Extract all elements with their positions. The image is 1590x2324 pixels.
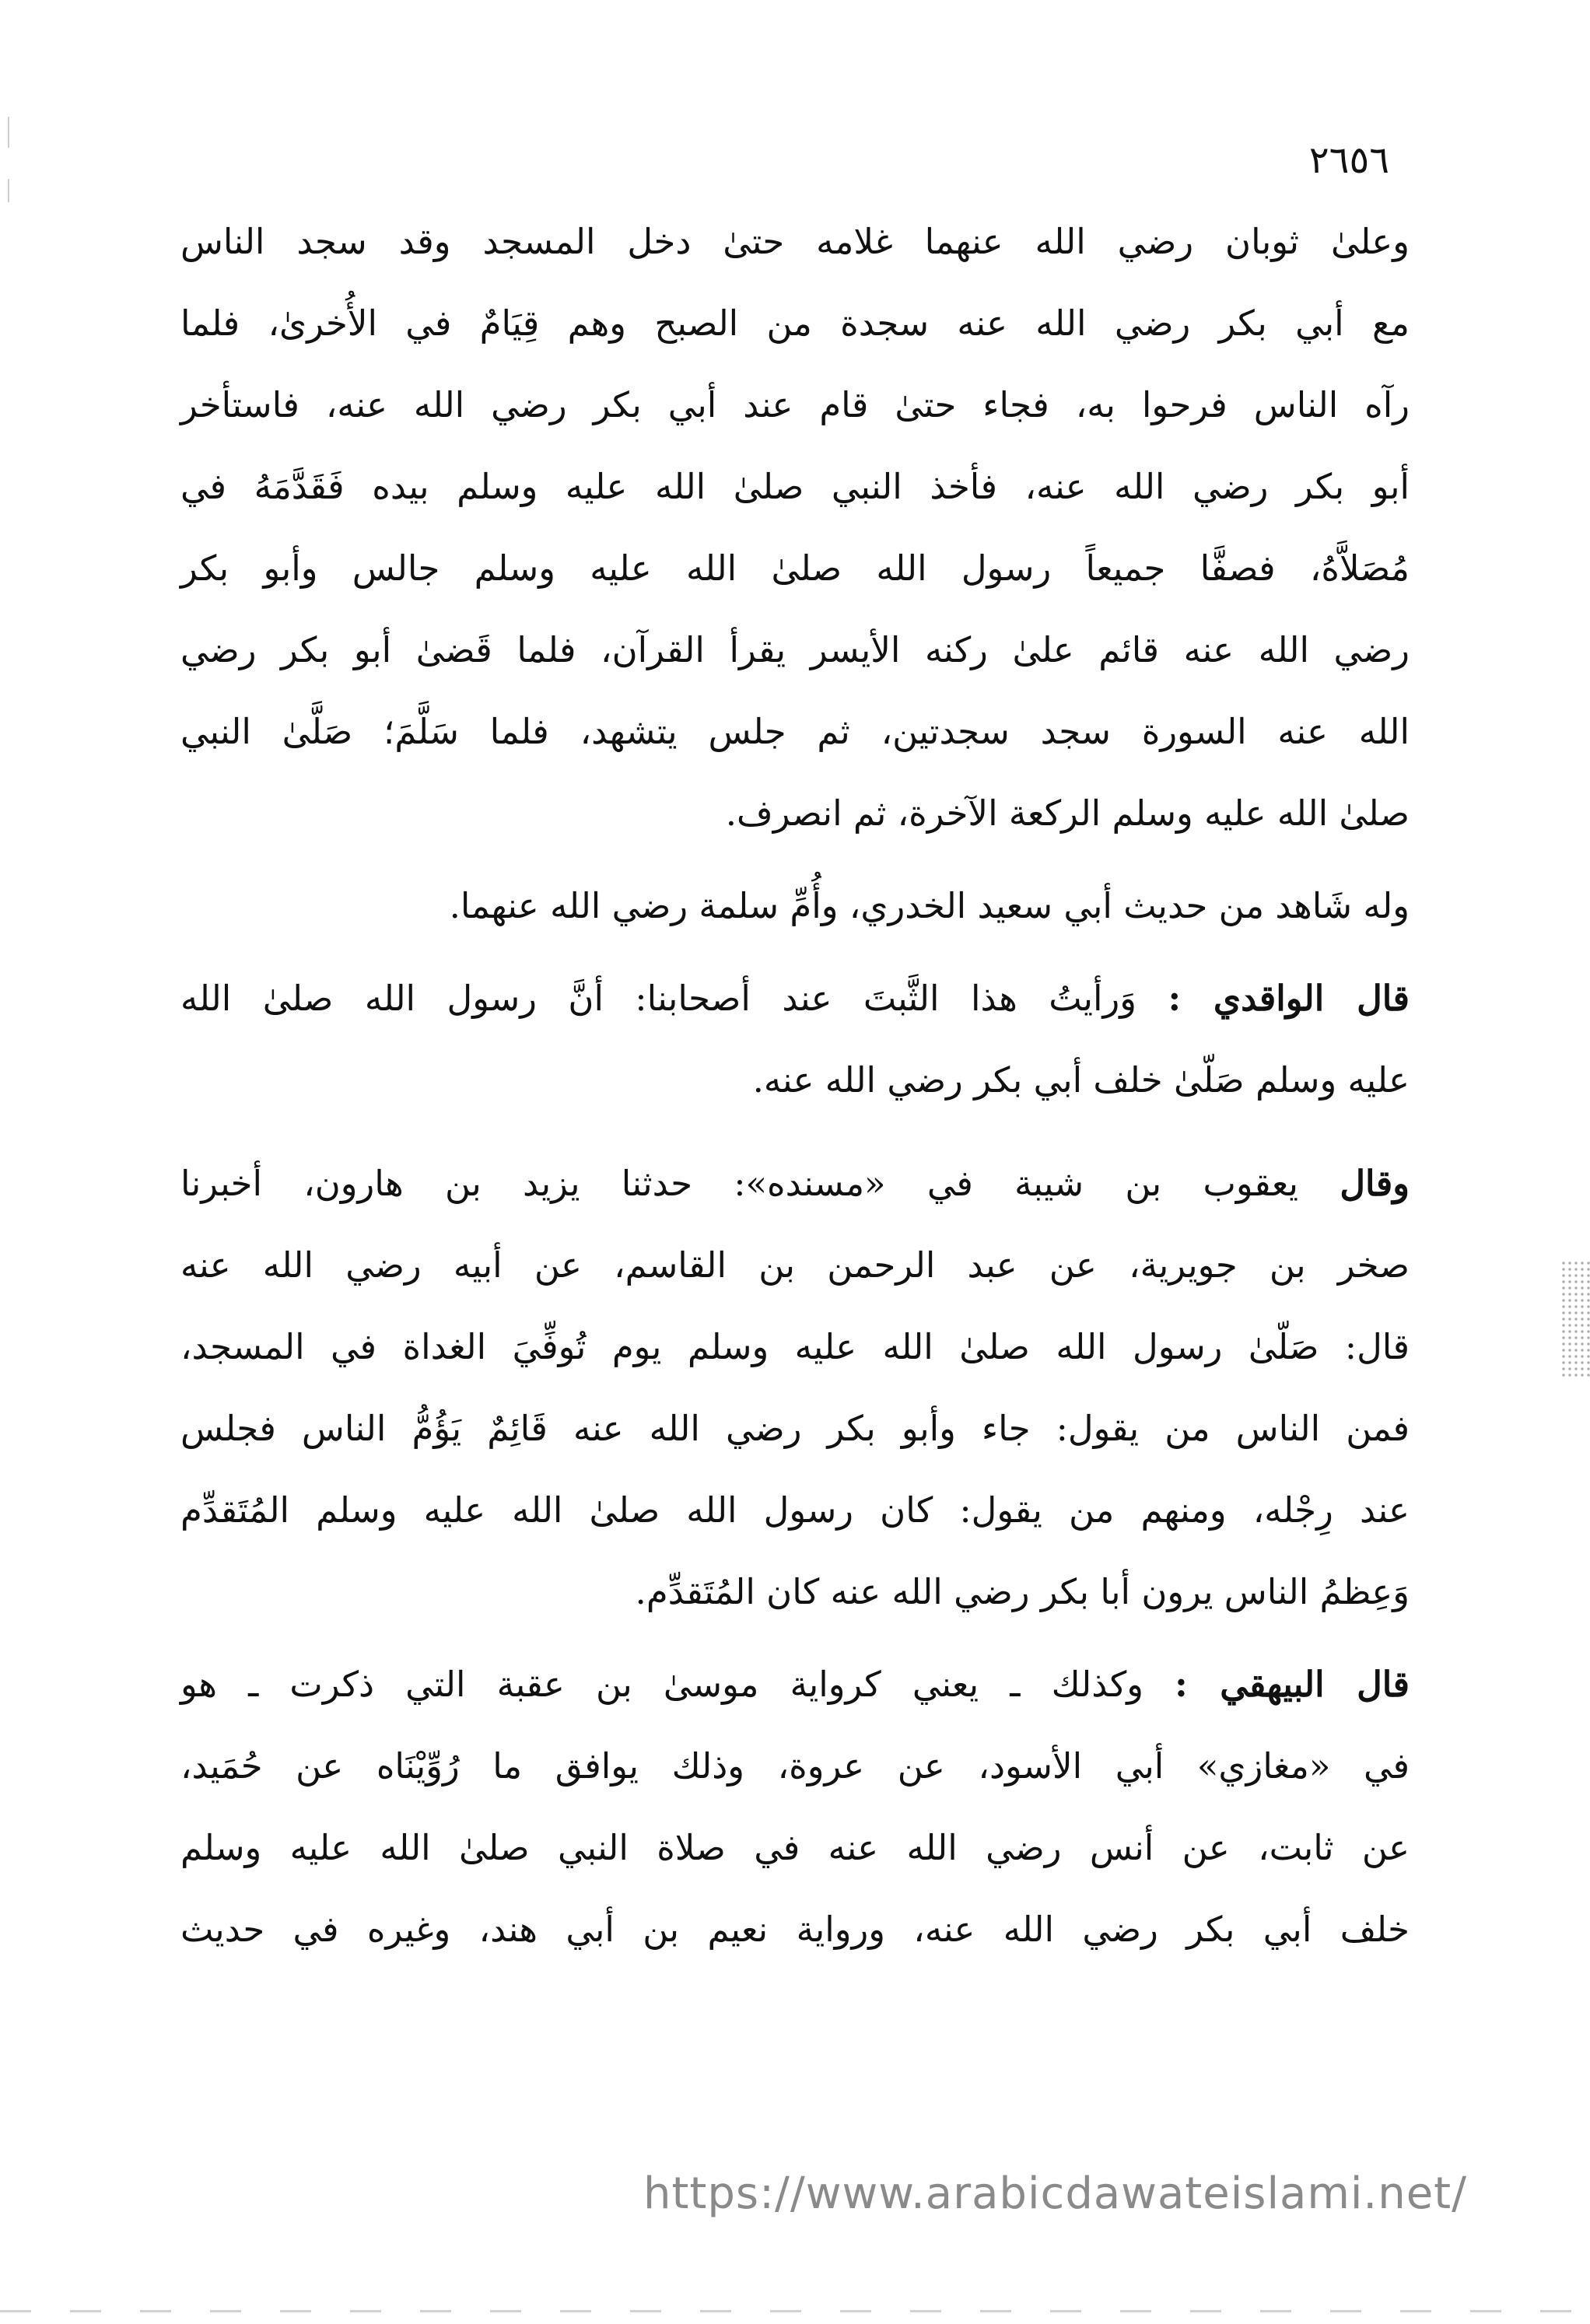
text-line	[180, 1643, 1410, 1725]
text-line: خلف أبي بكر رضي الله عنه، ورواية نعيم بن أبي هند، وغيره في حديث	[180, 1909, 1410, 1950]
scan-bottom-edge	[0, 2310, 1590, 2312]
paragraph	[180, 1143, 1410, 1633]
text-line: رضي الله عنه قائم علىٰ ركنه الأيسر يقرأ القرآن، فلما قَضىٰ أبو بكر رضي	[180, 629, 1410, 670]
scan-margin-mark	[8, 179, 9, 202]
body-text	[180, 201, 1410, 1970]
scan-margin-mark	[8, 117, 9, 148]
text-line: أبو بكر رضي الله عنه، فأخذ النبي صلىٰ الله عليه وسلم بيده فَقَدَّمَهُ في	[180, 466, 1410, 507]
text-line: صلىٰ الله عليه وسلم الركعة الآخرة، ثم انصرف.	[725, 793, 1410, 834]
paragraph	[180, 957, 1410, 1121]
text-line-rest: يعقوب بن شيبة في «مسنده»: حدثنا يزيد بن هارون، أخبرنا	[180, 1163, 1340, 1204]
paragraph	[180, 865, 1410, 947]
text-line: عليه وسلم صَلّىٰ خلف أبي بكر رضي الله عنه.	[752, 1059, 1410, 1101]
text-line: رآه الناس فرحوا به، فجاء حتىٰ قام عند أبي بكر رضي الله عنه، فاستأخر	[180, 384, 1410, 425]
text-line: وله شَاهد من حديث أبي سعيد الخدري، وأُمِّ سلمة رضي الله عنهما.	[449, 885, 1410, 926]
text-line	[180, 957, 1410, 1039]
text-line: مُصَلاَّهُ، فصفَّا جميعاً رسول الله صلىٰ الله عليه وسلم جالس وأبو بكر	[180, 548, 1410, 589]
paragraph	[180, 1643, 1410, 1970]
text-line-rest: وكذلك ـ يعني كرواية موسىٰ بن عقبة التي ذكرت ـ هو	[180, 1664, 1175, 1705]
text-line-rest: وَرأيتُ هذا الثَّبتَ عند أصحابنا: أنَّ رسول الله صلىٰ الله	[180, 978, 1168, 1019]
page-number: ٢٦٥٦	[1308, 138, 1389, 182]
text-line: الله عنه السورة سجد سجدتين، ثم جلس يتشهد، فلما سَلَّمَ؛ صَلَّىٰ النبي	[180, 711, 1410, 752]
text-line: عن ثابت، عن أنس رضي الله عنه في صلاة النبي صلىٰ الله عليه وسلم	[180, 1827, 1410, 1868]
text-line	[180, 1143, 1410, 1224]
paragraph-lead: وقال	[1340, 1163, 1410, 1204]
text-line: فمن الناس من يقول: جاء وأبو بكر رضي الله عنه قَائِمٌ يَؤُمُّ الناس فجلس	[180, 1408, 1410, 1449]
text-line: صخر بن جويرية، عن عبد الرحمن بن القاسم، عن أبيه رضي الله عنه	[180, 1244, 1410, 1286]
text-line: في «مغازي» أبي الأسود، عن عروة، وذلك يوافق ما رُوِّيْنَاه عن حُمَيد،	[180, 1745, 1410, 1787]
text-line: وعلىٰ ثوبان رضي الله عنهما غلامه حتىٰ دخل المسجد وقد سجد الناس	[180, 221, 1410, 262]
watermark-url: https://www.arabicdawateislami.net/	[643, 2168, 1467, 2219]
paragraph-lead: قال البيهقي :	[1175, 1664, 1410, 1705]
text-line: عند رِجْله، ومنهم من يقول: كان رسول الله صلىٰ الله عليه وسلم المُتَقدِّم	[180, 1489, 1410, 1531]
paragraph-lead: قال الواقدي :	[1168, 978, 1410, 1019]
text-line: قال: صَلّىٰ رسول الله صلىٰ الله عليه وسلم يوم تُوفِّيَ الغداة في المسجد،	[180, 1326, 1410, 1367]
paragraph	[180, 201, 1410, 854]
text-line: مع أبي بكر رضي الله عنه سجدة من الصبح وهم قِيَامٌ في الأُخرىٰ، فلما	[180, 303, 1410, 344]
scan-edge-artifact	[1560, 1260, 1590, 1377]
text-line: وَعِظمُ الناس يرون أبا بكر رضي الله عنه كان المُتَقدِّم.	[635, 1571, 1410, 1612]
